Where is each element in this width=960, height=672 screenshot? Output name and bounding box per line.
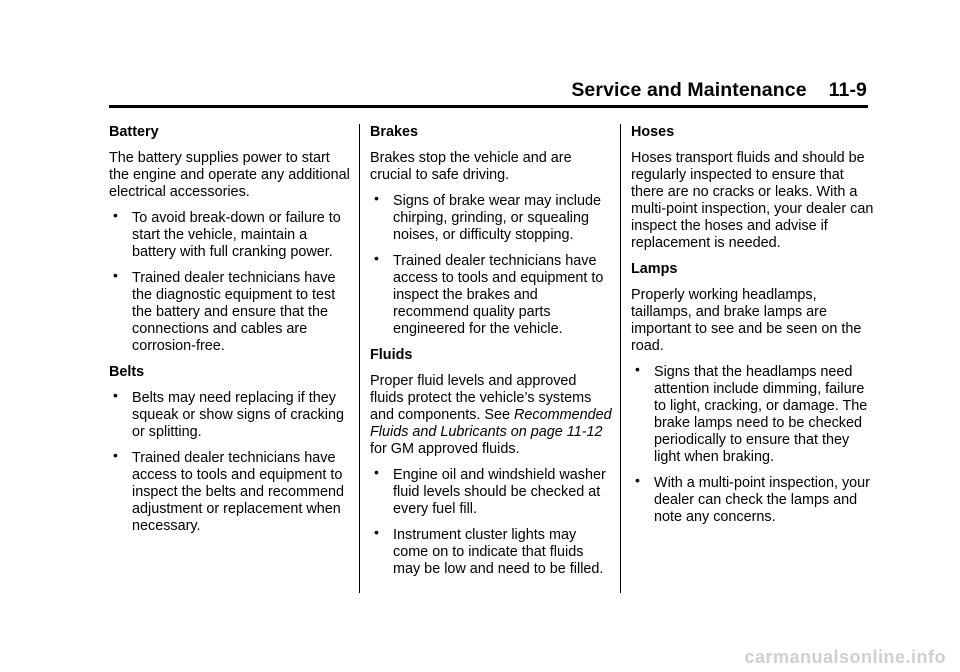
bullet-icon: • bbox=[113, 447, 118, 463]
header-rule bbox=[109, 105, 868, 108]
section-title: Service and Maintenance bbox=[571, 79, 807, 101]
list-item: • Trained dealer technicians have the diagnostic equipment to test the battery and ensure that the connections and cables are corrosion-free. bbox=[113, 267, 336, 354]
hoses-intro: Hoses transport fluids and should be regularly inspected to ensure that there are no cracks or leaks. With a multi-point inspection, your dealer can inspect the hoses and advise if replacement is needed. bbox=[631, 150, 874, 251]
bullet-icon: • bbox=[635, 472, 640, 488]
battery-intro: The battery supplies power to start the engine and operate any additional electrical accessories. bbox=[109, 150, 350, 200]
bullet-icon: • bbox=[374, 250, 379, 266]
list-item: • To avoid break-down or failure to start the vehicle, maintain a battery with full cranking power. bbox=[113, 207, 341, 260]
bullet-icon: • bbox=[374, 464, 379, 480]
brakes-intro: Brakes stop the vehicle and are crucial to safe driving. bbox=[370, 150, 572, 183]
page-number: 11-9 bbox=[828, 79, 867, 101]
column-1 bbox=[109, 124, 352, 544]
lamps-heading: Lamps bbox=[631, 261, 678, 277]
lamps-intro: Properly working headlamps, taillamps, and brake lamps are important to see and be seen on the road. bbox=[631, 287, 862, 354]
bullet-icon: • bbox=[113, 387, 118, 403]
bullet-icon: • bbox=[113, 267, 118, 283]
brakes-heading: Brakes bbox=[370, 124, 419, 140]
cross-reference-link[interactable]: Recommended Fluids and Lubricants on page 11-12 bbox=[370, 407, 612, 440]
list-item: • Engine oil and windshield washer fluid levels should be checked at every fuel fill. bbox=[374, 464, 606, 517]
bullet-icon: • bbox=[113, 207, 118, 223]
hoses-heading: Hoses bbox=[631, 124, 675, 140]
column-3 bbox=[631, 124, 876, 535]
column-2 bbox=[370, 124, 613, 587]
bullet-icon: • bbox=[374, 524, 379, 540]
fluids-heading: Fluids bbox=[370, 347, 413, 363]
list-item: • Instrument cluster lights may come on to indicate that fluids may be low and need to be filled. bbox=[374, 524, 604, 577]
page-header bbox=[571, 79, 867, 102]
column-divider bbox=[359, 124, 360, 593]
list-item: • With a multi-point inspection, your dealer can check the lamps and note any concerns. bbox=[635, 472, 870, 525]
list-item: • Signs that the headlamps need attention include dimming, failure to light, cracking, or damage. The brake lamps need to be checked periodically to ensure that they light when braking. bbox=[635, 361, 868, 465]
watermark: carmanualsonline.info bbox=[744, 647, 946, 667]
bullet-icon: • bbox=[635, 361, 640, 377]
battery-heading: Battery bbox=[109, 124, 159, 140]
column-divider bbox=[620, 124, 621, 593]
belts-heading: Belts bbox=[109, 364, 145, 380]
list-item: • Signs of brake wear may include chirping, grinding, or squealing noises, or difficulty stopping. bbox=[374, 190, 601, 243]
fluids-intro: Proper fluid levels and approved fluids protect the vehicle’s systems and components. See Recommended Fluids and Lubricants on page 11-12 for GM approved fluids. bbox=[370, 373, 612, 457]
list-item: • Trained dealer technicians have access to tools and equipment to inspect the belts and recommend adjustment or replacement when necessary. bbox=[113, 447, 344, 534]
list-item: • Trained dealer technicians have access to tools and equipment to inspect the brakes and recommend quality parts engineered for the vehicle. bbox=[374, 250, 604, 337]
bullet-icon: • bbox=[374, 190, 379, 206]
list-item: • Belts may need replacing if they squeak or show signs of cracking or splitting. bbox=[113, 387, 344, 440]
